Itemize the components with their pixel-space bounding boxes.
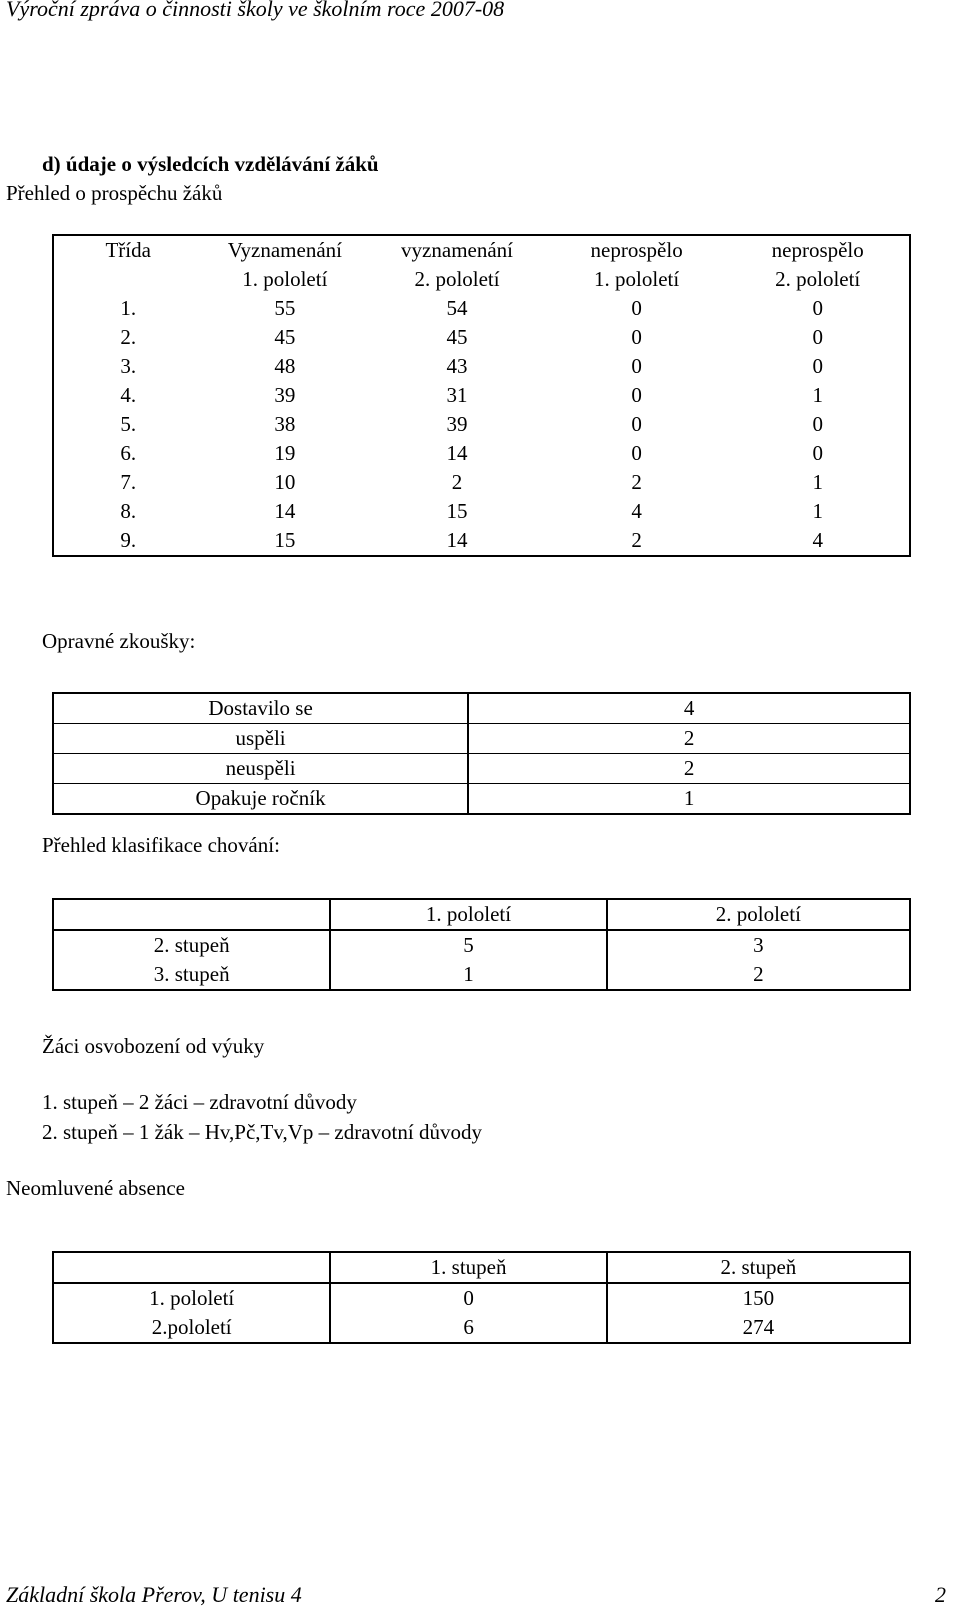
table-cell: vyznamenání bbox=[401, 238, 513, 262]
section-subtitle: Přehled o prospěchu žáků bbox=[6, 181, 223, 205]
table-row bbox=[53, 1252, 910, 1283]
table-cell: 6 bbox=[330, 1313, 606, 1343]
table-cell: 2 bbox=[468, 754, 910, 784]
table-cell: 9. bbox=[120, 528, 137, 552]
table-cell: 2 bbox=[468, 724, 910, 754]
table-row bbox=[53, 1283, 910, 1313]
table-cell: 1 bbox=[812, 499, 823, 523]
table-row bbox=[53, 235, 910, 265]
table-cell: 6. bbox=[120, 441, 137, 465]
table-cell: Opakuje ročník bbox=[53, 784, 468, 815]
table-cell: 54 bbox=[446, 296, 468, 320]
chovani-table bbox=[52, 898, 911, 991]
table-cell: neprospělo bbox=[590, 238, 683, 262]
table-cell: 3. stupeň bbox=[53, 960, 330, 990]
table-cell: 150 bbox=[742, 1286, 775, 1310]
absence-title: Neomluvené absence bbox=[6, 1176, 186, 1200]
table-cell: 2.pololetí bbox=[53, 1313, 330, 1343]
table-cell: 2. bbox=[120, 325, 137, 349]
opravne-title: Opravné zkoušky: bbox=[42, 629, 196, 653]
osvobozeni-line-2: 2. stupeň – 1 žák – Hv,Pč,Tv,Vp – zdravotní důvody bbox=[42, 1120, 482, 1144]
table-cell: Vyznamenání bbox=[227, 238, 342, 262]
prospech-table bbox=[52, 234, 911, 557]
table-cell: 3 bbox=[753, 933, 764, 957]
table-row bbox=[53, 265, 910, 294]
chovani-title: Přehled klasifikace chování: bbox=[42, 833, 280, 857]
table-row bbox=[53, 526, 910, 556]
table-cell: 0 bbox=[631, 383, 642, 407]
table-cell: 0 bbox=[631, 296, 642, 320]
table-cell: 2 bbox=[451, 470, 463, 494]
table-cell: 4. bbox=[120, 383, 137, 407]
table-cell: 14 bbox=[446, 441, 468, 465]
table-row bbox=[53, 1313, 910, 1343]
table-cell: neuspěli bbox=[53, 754, 468, 784]
table-row bbox=[53, 468, 910, 497]
table-cell: 0 bbox=[631, 354, 642, 378]
table-cell: 2. pololetí bbox=[775, 267, 861, 291]
table-cell bbox=[53, 899, 330, 930]
osvobozeni-title: Žáci osvobození od výuky bbox=[42, 1034, 265, 1058]
table-cell: 0 bbox=[631, 441, 642, 465]
page-header-title: Výroční zpráva o činnosti školy ve školním roce 2007-08 bbox=[6, 0, 505, 21]
table-cell: 19 bbox=[274, 441, 296, 465]
table-cell: 39 bbox=[446, 412, 468, 436]
table-cell: 1. pololetí bbox=[53, 1283, 330, 1313]
absence-table bbox=[52, 1251, 911, 1344]
osvobozeni-line-1: 1. stupeň – 2 žáci – zdravotní důvody bbox=[42, 1090, 357, 1114]
section-title: d) údaje o výsledcích vzdělávání žáků bbox=[42, 152, 379, 176]
table-row bbox=[53, 352, 910, 381]
table-row bbox=[53, 724, 910, 754]
table-cell: 2 bbox=[631, 528, 642, 552]
table-cell: 4 bbox=[812, 528, 823, 552]
table-row bbox=[53, 381, 910, 410]
table-cell: 2 bbox=[753, 962, 764, 986]
table-row bbox=[53, 754, 910, 784]
table-cell: 31 bbox=[446, 383, 468, 407]
table-row bbox=[53, 899, 910, 930]
table-cell: 48 bbox=[274, 354, 296, 378]
table-cell bbox=[53, 1252, 330, 1283]
table-cell: 55 bbox=[274, 296, 296, 320]
table-cell: 1 bbox=[812, 383, 823, 407]
table-cell: 1. pololetí bbox=[594, 267, 680, 291]
table-cell: 8. bbox=[120, 499, 137, 523]
table-cell: 38 bbox=[274, 412, 296, 436]
table-cell: 0 bbox=[812, 296, 823, 320]
table-cell: 4 bbox=[468, 693, 910, 724]
table-cell: 1. pololetí bbox=[242, 267, 328, 291]
table-cell: Dostavilo se bbox=[53, 693, 468, 724]
table-cell: 1. pololetí bbox=[330, 899, 606, 930]
table-cell: Třída bbox=[105, 238, 151, 262]
table-cell bbox=[53, 265, 202, 294]
opravne-table bbox=[52, 692, 911, 815]
table-cell: 1. bbox=[120, 296, 137, 320]
table-cell: 14 bbox=[274, 499, 296, 523]
table-row bbox=[53, 439, 910, 468]
table-row bbox=[53, 784, 910, 815]
table-cell: 0 bbox=[631, 412, 642, 436]
table-cell: 2. pololetí bbox=[414, 267, 500, 291]
table-cell: 45 bbox=[274, 325, 296, 349]
table-cell: 5 bbox=[330, 930, 606, 960]
table-cell: 7. bbox=[120, 470, 137, 494]
table-cell: 0 bbox=[330, 1283, 606, 1313]
table-cell: 274 bbox=[742, 1315, 775, 1339]
table-cell: uspěli bbox=[53, 724, 468, 754]
table-cell: neprospělo bbox=[771, 238, 864, 262]
table-cell: 1. stupeň bbox=[330, 1252, 606, 1283]
footer-page-number: 2 bbox=[935, 1582, 946, 1607]
table-cell: 43 bbox=[446, 354, 468, 378]
table-cell: 1 bbox=[812, 470, 823, 494]
table-cell: 0 bbox=[812, 412, 823, 436]
table-row bbox=[53, 323, 910, 352]
table-cell: 39 bbox=[274, 383, 296, 407]
table-row bbox=[53, 294, 910, 323]
table-row bbox=[53, 497, 910, 526]
table-cell: 1 bbox=[330, 960, 606, 990]
table-cell: 5. bbox=[120, 412, 137, 436]
table-cell: 0 bbox=[631, 325, 642, 349]
table-cell: 4 bbox=[631, 499, 642, 523]
table-row bbox=[53, 960, 910, 990]
table-cell: 0 bbox=[812, 441, 823, 465]
table-cell: 14 bbox=[446, 528, 468, 552]
footer-school: Základní škola Přerov, U tenisu 4 bbox=[6, 1582, 302, 1607]
table-cell: 45 bbox=[446, 325, 468, 349]
table-cell: 1 bbox=[468, 784, 910, 815]
table-row bbox=[53, 693, 910, 724]
table-cell: 2. stupeň bbox=[607, 1252, 910, 1283]
table-cell: 0 bbox=[812, 354, 823, 378]
table-cell: 15 bbox=[274, 528, 296, 552]
table-cell: 10 bbox=[274, 470, 296, 494]
table-cell: 2. stupeň bbox=[53, 930, 330, 960]
table-cell: 2. pololetí bbox=[607, 899, 910, 930]
table-cell: 15 bbox=[446, 499, 468, 523]
table-cell: 3. bbox=[120, 354, 137, 378]
table-cell: 2 bbox=[631, 470, 642, 494]
table-row bbox=[53, 410, 910, 439]
table-cell: 0 bbox=[812, 325, 823, 349]
table-row bbox=[53, 930, 910, 960]
